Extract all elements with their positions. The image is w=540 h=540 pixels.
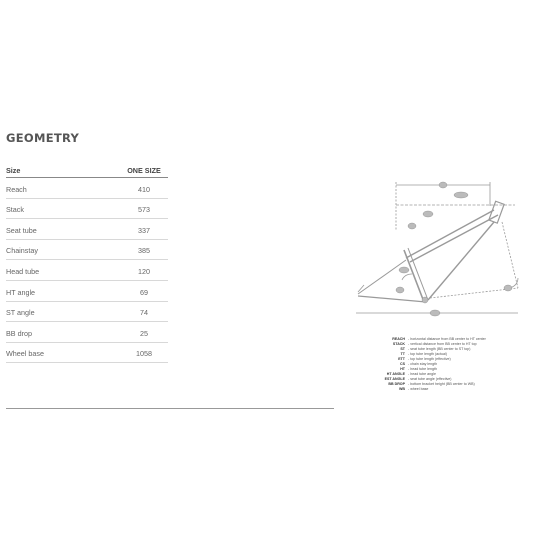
legend-key: TT	[400, 352, 405, 357]
legend-desc: - seat tube angle (effective)	[408, 377, 452, 382]
fork-axis	[502, 222, 518, 288]
chain-stay	[358, 296, 426, 302]
stack-label-marker	[454, 192, 468, 198]
table-row	[6, 322, 168, 343]
row-value: 74	[140, 308, 148, 318]
legend-desc: - horizontal distance from BB center to HT center	[408, 337, 486, 341]
table-row	[6, 302, 168, 323]
legend-key: BB DROP	[388, 382, 405, 387]
table-row	[6, 199, 168, 220]
table-row	[6, 281, 168, 302]
row-value: 1058	[136, 349, 152, 359]
row-label: ST angle	[6, 308, 35, 318]
row-label: Wheel base	[6, 349, 44, 359]
table-row	[6, 219, 168, 240]
ht-angle-label-marker	[504, 285, 512, 291]
bb-marker	[422, 297, 428, 303]
row-label: HT angle	[6, 287, 36, 297]
geometry-table	[6, 162, 168, 363]
legend-key: EST ANGLE	[384, 377, 405, 382]
legend-key: WB	[399, 387, 405, 392]
seat-angle-arc	[402, 274, 412, 280]
header-size-value: ONE SIZE	[127, 166, 161, 175]
row-value: 69	[140, 287, 148, 297]
legend-key: ETT	[398, 357, 405, 362]
row-value: 385	[138, 246, 150, 256]
table-header-row	[6, 162, 168, 178]
wb-label-marker	[430, 310, 440, 316]
row-label: Stack	[6, 205, 24, 215]
row-label: BB drop	[6, 328, 32, 338]
legend-key: ST	[400, 347, 405, 352]
legend-desc: - bottom bracket height (BB center to WB)	[408, 382, 475, 387]
cs-label-marker	[396, 287, 404, 293]
legend-desc: - vertical distance from BB center to HT top	[408, 342, 477, 347]
header-size-label: Size	[6, 166, 21, 175]
row-value: 573	[138, 205, 150, 215]
geometry-legend	[355, 337, 535, 393]
row-label: Seat tube	[6, 225, 37, 235]
row-value: 120	[138, 266, 150, 276]
row-label: Chainstay	[6, 246, 38, 256]
top-tube-inner	[410, 215, 498, 262]
legend-key: HT	[400, 367, 405, 372]
legend-key: HT ANGLE	[386, 372, 405, 377]
seat-tube	[404, 250, 424, 302]
row-label: Reach	[6, 184, 27, 194]
row-value: 410	[138, 184, 150, 194]
table-row	[6, 260, 168, 281]
page-title: GEOMETRY	[6, 131, 80, 145]
legend-desc: - wheel base	[408, 387, 429, 392]
ett-label-marker	[423, 211, 433, 217]
legend-desc: - head tube length	[408, 367, 437, 372]
legend-desc: - top tube length (actual)	[408, 352, 447, 357]
frame-geometry-diagram	[340, 170, 540, 330]
row-label: Head tube	[6, 266, 40, 276]
legend-item	[355, 387, 535, 392]
legend-desc: - head tube angle	[408, 372, 436, 377]
reach-label-marker	[439, 182, 447, 188]
legend-desc: - chain stay length	[408, 362, 438, 367]
down-tube	[428, 222, 494, 300]
legend-key: REACH	[392, 337, 405, 341]
table-row	[6, 178, 168, 199]
legend-key: CS	[400, 362, 405, 367]
head-tube	[489, 201, 504, 223]
legend-desc: - seat tube length (BB center to ST top)	[408, 347, 471, 352]
legend-desc: - top tube length (effective)	[408, 357, 451, 362]
row-value: 337	[138, 225, 150, 235]
row-value: 25	[140, 328, 148, 338]
tt-label-marker	[408, 223, 416, 229]
legend-key: STACK	[392, 342, 405, 347]
section-divider	[6, 408, 334, 409]
table-row	[6, 240, 168, 261]
top-tube	[406, 210, 494, 258]
st-label-marker	[399, 267, 409, 273]
table-row	[6, 343, 168, 364]
